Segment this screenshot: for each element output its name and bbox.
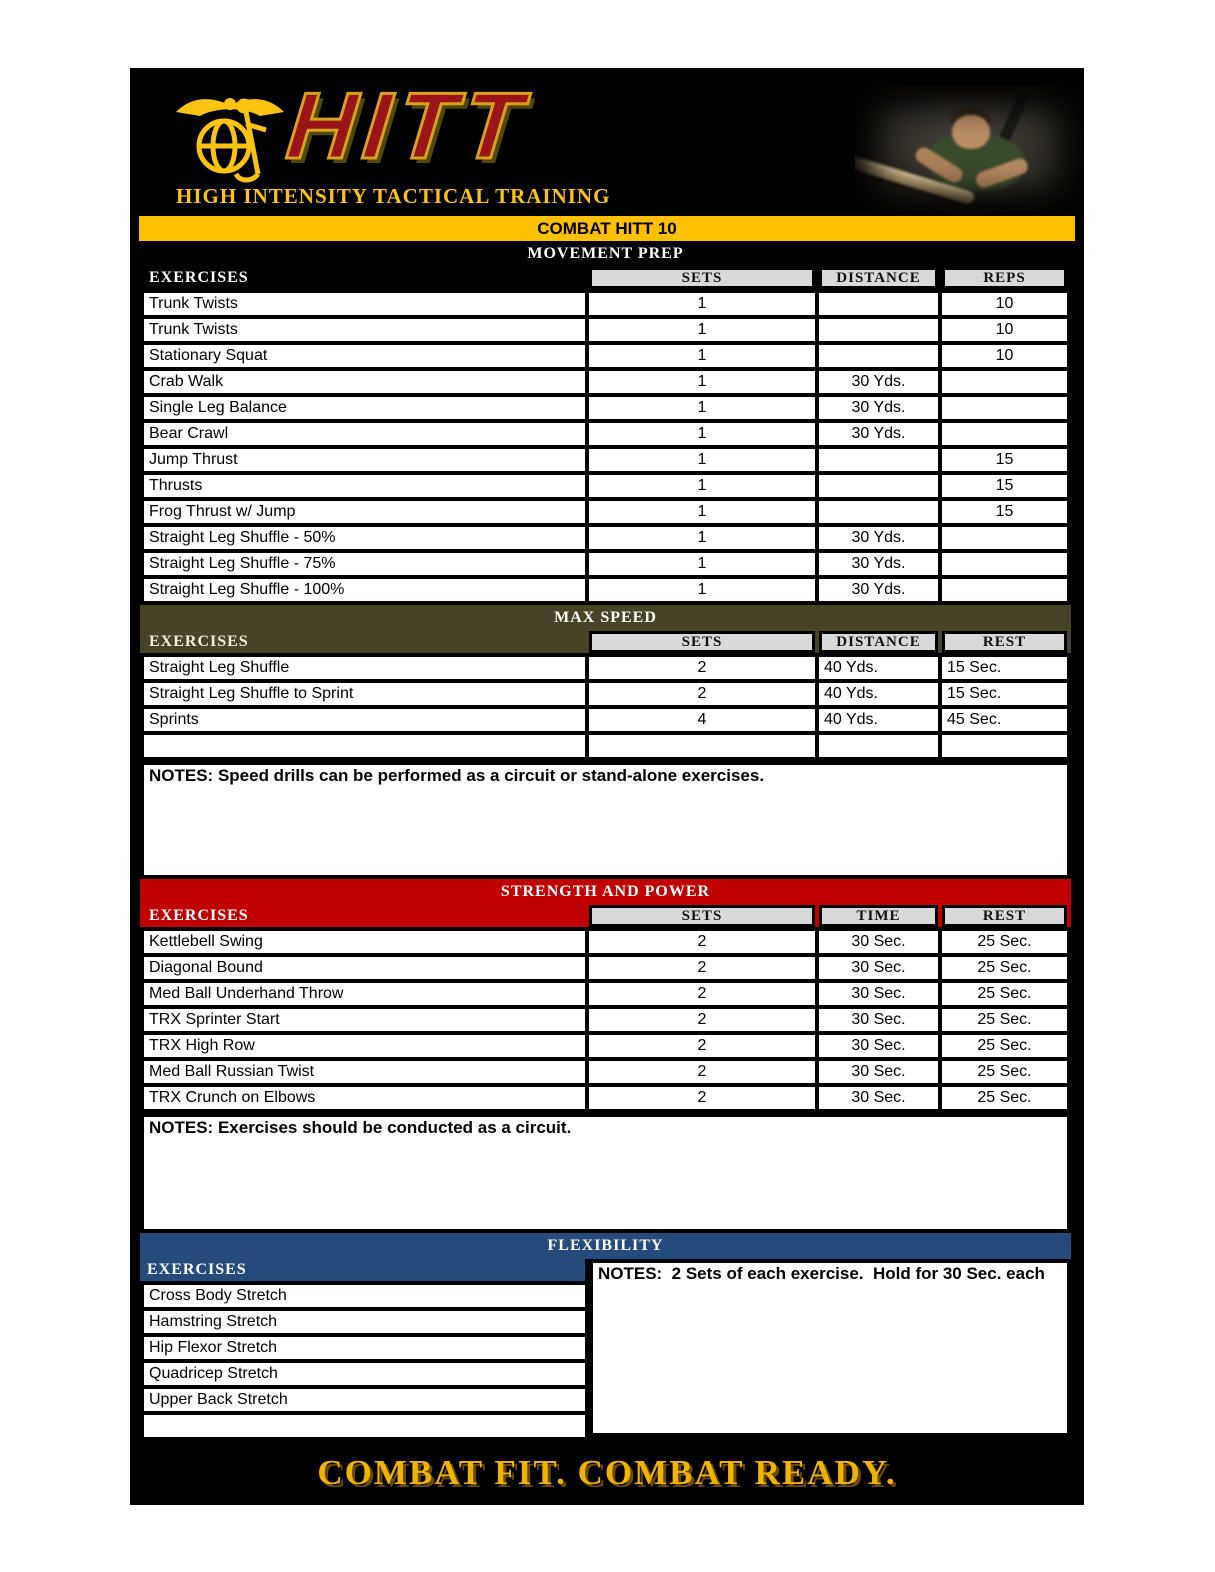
hitt-logo: HITT <box>282 73 535 178</box>
list-item <box>144 1415 585 1437</box>
table-cell: Stationary Squat <box>144 345 585 367</box>
section-title-flexibility: FLEXIBILITY <box>140 1233 1071 1259</box>
usmc-eagle-globe-anchor-icon <box>174 90 286 186</box>
max-speed-table <box>140 631 1071 757</box>
table-row <box>140 371 1071 393</box>
column-header-exercises: EXERCISES <box>149 633 249 650</box>
workout-sheet <box>130 68 1084 1505</box>
table-row <box>140 345 1071 367</box>
table-cell: 15 <box>942 501 1067 523</box>
table-cell: Med Ball Underhand Throw <box>144 983 585 1005</box>
table-cell: 1 <box>589 501 815 523</box>
column-header-exercises: EXERCISES <box>140 1259 585 1281</box>
table-row <box>140 579 1071 601</box>
table-row <box>140 501 1071 523</box>
table-cell: 30 Sec. <box>819 1087 938 1109</box>
table-row <box>140 553 1071 575</box>
table-cell: 25 Sec. <box>942 1061 1067 1083</box>
table-cell: 2 <box>589 983 815 1005</box>
table-cell: 1 <box>589 293 815 315</box>
table-cell <box>942 553 1067 575</box>
photo-vignette <box>855 85 1084 215</box>
table-cell: Jump Thrust <box>144 449 585 471</box>
table-cell: 30 Yds. <box>819 579 938 601</box>
list-item: Cross Body Stretch <box>144 1285 585 1307</box>
section-title-max-speed: MAX SPEED <box>140 605 1071 631</box>
table-cell <box>819 501 938 523</box>
column-header-sets: SETS <box>589 905 815 927</box>
table-row <box>140 709 1071 731</box>
sheet-header <box>130 68 1084 216</box>
table-cell: 1 <box>589 423 815 445</box>
table-cell: Trunk Twists <box>144 319 585 341</box>
table-header-row <box>140 631 1071 653</box>
table-cell: 15 <box>942 475 1067 497</box>
column-header-sets: SETS <box>589 631 815 653</box>
table-cell: 2 <box>589 657 815 679</box>
table-cell: Crab Walk <box>144 371 585 393</box>
strength-power-table <box>140 905 1071 1109</box>
table-cell: Bear Crawl <box>144 423 585 445</box>
table-row <box>140 657 1071 679</box>
table-row <box>140 397 1071 419</box>
table-cell: 40 Yds. <box>819 683 938 705</box>
table-cell: 25 Sec. <box>942 983 1067 1005</box>
table-row <box>140 449 1071 471</box>
table-cell: TRX High Row <box>144 1035 585 1057</box>
table-cell: 30 Sec. <box>819 1035 938 1057</box>
table-cell: 40 Yds. <box>819 657 938 679</box>
table-cell: 30 Sec. <box>819 1061 938 1083</box>
table-cell: Straight Leg Shuffle to Sprint <box>144 683 585 705</box>
flexibility-exercise-column <box>140 1259 585 1441</box>
table-cell <box>942 397 1067 419</box>
table-cell: 30 Yds. <box>819 553 938 575</box>
table-cell: 1 <box>589 579 815 601</box>
table-cell: 10 <box>942 345 1067 367</box>
table-cell: 30 Yds. <box>819 371 938 393</box>
table-header-row <box>140 905 1071 927</box>
table-cell: Trunk Twists <box>144 293 585 315</box>
table-cell: Thrusts <box>144 475 585 497</box>
section-title-movement-prep: MOVEMENT PREP <box>140 241 1071 267</box>
table-cell: 15 <box>942 449 1067 471</box>
strength-power-notes: NOTES: Exercises should be conducted as a circuit. <box>140 1113 1071 1233</box>
column-header-distance: DISTANCE <box>819 631 938 653</box>
table-cell: 45 Sec. <box>942 709 1067 731</box>
table-cell: 1 <box>589 527 815 549</box>
section-title-strength-power: STRENGTH AND POWER <box>140 879 1071 905</box>
column-header-rest: REST <box>942 905 1067 927</box>
table-cell: 1 <box>589 319 815 341</box>
table-cell <box>144 735 585 757</box>
table-cell: Straight Leg Shuffle <box>144 657 585 679</box>
flexibility-area <box>140 1259 1071 1441</box>
column-header-exercises: EXERCISES <box>149 907 249 924</box>
table-cell: 1 <box>589 345 815 367</box>
table-cell: 2 <box>589 1035 815 1057</box>
table-cell <box>942 735 1067 757</box>
table-body <box>140 931 1071 1109</box>
table-body <box>140 657 1071 757</box>
table-cell: 2 <box>589 1087 815 1109</box>
marine-crawling-photo <box>855 85 1084 215</box>
table-body <box>140 293 1071 601</box>
table-cell: Single Leg Balance <box>144 397 585 419</box>
table-cell: Sprints <box>144 709 585 731</box>
workout-title-banner: COMBAT HITT 10 <box>139 216 1075 241</box>
table-cell <box>942 579 1067 601</box>
table-cell <box>942 527 1067 549</box>
table-cell: TRX Sprinter Start <box>144 1009 585 1031</box>
hitt-tagline: HIGH INTENSITY TACTICAL TRAINING <box>176 184 611 208</box>
table-header-row <box>140 267 1071 289</box>
table-cell: 4 <box>589 709 815 731</box>
list-item: Hamstring Stretch <box>144 1311 585 1333</box>
table-row <box>140 423 1071 445</box>
table-row <box>140 293 1071 315</box>
table-body <box>140 1285 585 1437</box>
table-cell: 15 Sec. <box>942 683 1067 705</box>
table-cell <box>819 319 938 341</box>
table-cell: Kettlebell Swing <box>144 931 585 953</box>
table-cell <box>819 475 938 497</box>
table-cell <box>942 423 1067 445</box>
column-header-rest: REST <box>942 631 1067 653</box>
table-row <box>140 735 1071 757</box>
table-cell <box>819 449 938 471</box>
list-item: Quadricep Stretch <box>144 1363 585 1385</box>
table-cell: 2 <box>589 931 815 953</box>
table-row <box>140 1087 1071 1109</box>
table-cell: 10 <box>942 293 1067 315</box>
table-row <box>140 1009 1071 1031</box>
table-cell: 2 <box>589 683 815 705</box>
table-cell: 30 Yds. <box>819 527 938 549</box>
table-cell: Frog Thrust w/ Jump <box>144 501 585 523</box>
table-cell: 25 Sec. <box>942 1009 1067 1031</box>
table-cell: 25 Sec. <box>942 1087 1067 1109</box>
column-header-reps: REPS <box>942 267 1067 289</box>
table-cell: 1 <box>589 371 815 393</box>
table-cell: 30 Yds. <box>819 423 938 445</box>
table-cell: 1 <box>589 449 815 471</box>
table-cell <box>942 371 1067 393</box>
table-cell <box>589 735 815 757</box>
table-cell: 30 Sec. <box>819 931 938 953</box>
table-row <box>140 1035 1071 1057</box>
table-cell: 25 Sec. <box>942 1035 1067 1057</box>
table-cell: 30 Sec. <box>819 1009 938 1031</box>
table-cell: 10 <box>942 319 1067 341</box>
table-cell: Straight Leg Shuffle - 100% <box>144 579 585 601</box>
table-row <box>140 475 1071 497</box>
table-cell: 2 <box>589 1061 815 1083</box>
table-cell: 30 Sec. <box>819 957 938 979</box>
table-cell: 2 <box>589 1009 815 1031</box>
table-cell <box>819 293 938 315</box>
table-row <box>140 957 1071 979</box>
table-row <box>140 931 1071 953</box>
column-header-exercises: EXERCISES <box>149 269 249 286</box>
table-cell: 30 Yds. <box>819 397 938 419</box>
table-row <box>140 1061 1071 1083</box>
table-cell: Straight Leg Shuffle - 50% <box>144 527 585 549</box>
table-cell: 1 <box>589 475 815 497</box>
flexibility-notes: NOTES: 2 Sets of each exercise. Hold for 30 Sec. each <box>589 1259 1071 1437</box>
footer-motto: COMBAT FIT. COMBAT READY. <box>317 1453 897 1492</box>
table-cell: 40 Yds. <box>819 709 938 731</box>
footer-bar <box>130 1441 1084 1505</box>
table-cell: 1 <box>589 553 815 575</box>
table-cell: TRX Crunch on Elbows <box>144 1087 585 1109</box>
table-cell: Straight Leg Shuffle - 75% <box>144 553 585 575</box>
list-item: Upper Back Stretch <box>144 1389 585 1411</box>
table-cell: 1 <box>589 397 815 419</box>
table-cell: 15 Sec. <box>942 657 1067 679</box>
movement-prep-table <box>140 267 1071 601</box>
column-header-sets: SETS <box>589 267 815 289</box>
table-cell <box>819 735 938 757</box>
table-cell: Diagonal Bound <box>144 957 585 979</box>
table-cell: Med Ball Russian Twist <box>144 1061 585 1083</box>
list-item: Hip Flexor Stretch <box>144 1337 585 1359</box>
table-row <box>140 983 1071 1005</box>
table-row <box>140 319 1071 341</box>
table-row <box>140 527 1071 549</box>
table-row <box>140 683 1071 705</box>
table-cell: 30 Sec. <box>819 983 938 1005</box>
table-cell: 25 Sec. <box>942 957 1067 979</box>
table-cell: 25 Sec. <box>942 931 1067 953</box>
max-speed-notes: NOTES: Speed drills can be performed as a circuit or stand-alone exercises. <box>140 761 1071 879</box>
column-header-time: TIME <box>819 905 938 927</box>
column-header-distance: DISTANCE <box>819 267 938 289</box>
table-cell: 2 <box>589 957 815 979</box>
table-cell <box>819 345 938 367</box>
